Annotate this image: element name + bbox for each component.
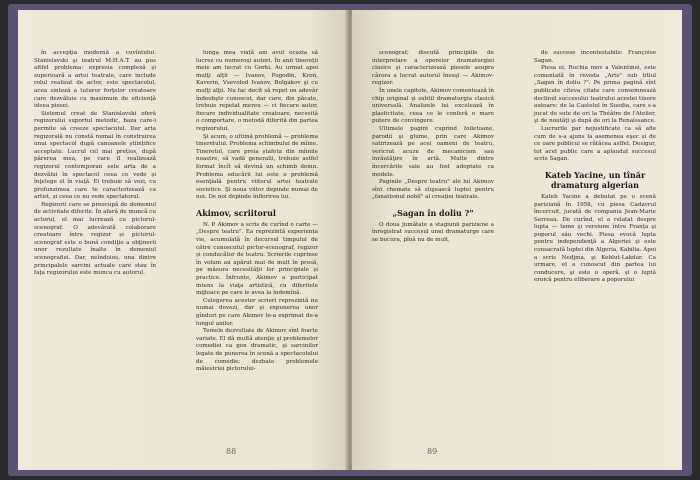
book-spread <box>8 4 692 476</box>
paragraph: Paginile „Despre teatru" ale lui Akimov sînt chemate să slujească luptei pentru „fanatismul nobil" al creaţiei teatrale. <box>372 179 494 201</box>
akimov-heading: Akimov, scriitorul <box>196 207 276 218</box>
left-column-1 <box>34 50 156 278</box>
paragraph: de succese incontestabile: Françoise Sagan. <box>534 50 656 64</box>
sagan-heading: „Sagan în doliu ?" <box>392 207 474 218</box>
page-number-right: 89 <box>427 447 438 456</box>
paragraph: în accepţia modernă a cuvîntului. Stanislavski şi teatrul M.H.A.T. au pus altfel problema: expresia complexă şi superioară a artei teatrale, care include rolul realizat de actor, este spectacolul, acea sinteză a tuturor forţelor creatoare care dezvăluie cu maximum de eficienţă ideea piesei. <box>34 50 156 110</box>
right-column-2 <box>534 50 656 285</box>
paragraph: Temele dezvoltate de Akimov sînt foarte variate. El dă multă atenţie şi problemelor comediei ca gen dramatic, şi sarcinilor legate de punerea în scenă a spectacolului de comedie; dezbate problemele măiestriei pictorului- <box>196 328 318 373</box>
paragraph: Sistemul creat de Stanislavski oferă regizorului suportul metodic, baza care-i permite să creeze spectacolul. Dar arta regizorală nu constă numai în construirea unui spectacol după canoanele științifice acceptate. Lucrul cel mai prețios, după părerea mea, pe care îl realizează regizorul contemporan este arta de a dezvălui în spectacol ceea ce vede și înţelege el în viaţă. El trebuie să vezi, cu profunzimea care te caracterizează ca artist, și ceea ce nu vede spectatorul. <box>34 110 156 201</box>
paragraph: scenograf; discută principiile de interpretare a operelor dramaturgiei clasice şi caracterizează piesele asupra cărora a lucrat autorul însuşi — Akimov-regizor. <box>372 50 494 87</box>
right-column-1 <box>372 50 494 245</box>
left-page <box>18 10 348 470</box>
paragraph: Şi acum, o ultimă problemă — problema tineretului. Problema schimbului de mîine. Tineretul, care preia ștafeta din mîinile noastre, să vadă generalii, trebuie astfel format încît să devină un schimb demn. Problema educării lui este o problemă esenţială pentru viitorul artei teatrale sovietice. Şi noua viitor depinde numai de noi. De noi depinde înflorirea lui. <box>196 133 318 201</box>
paragraph: O doua jumătate a stagiunii pariziene a înregistrat succesul unei dramaturge care se bucura, pînă nu de mult, <box>372 221 494 244</box>
paragraph: lunga mea viață am avut ocazia să lucrez cu numeroşi autori. În anii tinereţii mele am lucrat cu Gorki. Au urmat apoi mulţi alţii — Ivanov, Pogodin, Kron, Kaverin, Vsevolod Ivanov, Bulgakov şi cu mulţi alţii. Nu fac decît să repet un adevăr îndeobşte cunoscut, dar care, din păcate, trebuie repetat mereu — ci fiecare autor, fiecare individualitate creatoare, necesită o comportare, o metodă diferită din partea regizorului. <box>196 50 318 132</box>
paragraph: Regizorii care se preocupă de domeniul de activitate diferite. În afară de muncă cu actorul, el mai lucrează cu pictorul-scenograf. O adevărată colaborare creatoare între regizor și pictorul-scenograf este o bună condiţie a obţinerii unor rezultate înalte în domeniul scenografiei. Dar, neîndoios, una dintre principalele sarcini actuale care stau în faţa regizorului este munca cu autorul. <box>34 201 156 277</box>
right-page <box>352 10 682 470</box>
paragraph: În unele capitole, Akimov comentează în chip original și subtil dramaturgia clasică universală. Analizele lui excelează în plasticitate, ceea ce le conferă o mare putere de convingere. <box>372 87 494 125</box>
page-number-left: 88 <box>226 447 237 456</box>
paragraph: Lucrurile par nejustificate ca să afle cum de s-a ajuns la asemenea eşec și de ce oare publicul se rătăcea astfel. Desigur, tot acel public care a aplaudat succesul scrie Sagan. <box>534 125 656 163</box>
left-column-2 <box>196 50 318 374</box>
kateb-heading: Kateb Yacine, un tînăr dramaturg algerian <box>544 169 646 190</box>
paragraph: Ultimele pagini cuprind foiletoane, parodii şi glume, prin care Akimov satirizează pe acei oameni de teatru, vericrat acuze de mecanicism sau înrăutăţire în artă. Multe dintre încercările sale au fost adoptate ca modele. <box>372 125 494 178</box>
paragraph: Kateb Yacine a debutat pe o scenă pariziană în 1958, cu piesa Cadavrul încercuit, jucată de compania Jean-Marie Serreau. De curînd, el a relatat despre lupta — teme şi versiune între Franţa şi poporul său vechi. Piesa evocă lupta pentru independenţă a Algeriei şi este consacrată luptei din Algeria, Kabilia. Apoi a scris Nedjma, şi Keblut-Lakdar. Ca urmare, el a cunoscut din partea lui conducere, şi este o operă, şi o luptă eroică pentru eliberare a poporului <box>534 193 656 284</box>
paragraph: N. P. Akimov a scris de curînd o carte — „Despre teatru". Ea reprezintă experiența vie, acumulată în decursul timpului de către cunoscutul pictor-scenograf, regizor și conducător de teatru. Scrierile cuprinse în volum au apărut mai de mult în presă, pe măsura necesităţii lor principiale și practice. Înfrunte, Akimov a participat intens la viaţa artistică, cu diferitele mijloace pe care le avea la îndemînă. <box>196 221 318 297</box>
paragraph: Culegerea acestor scrieri reprezintă nu numai dovezi, dar şi expunerea unor gînduri pe care Akimov le-a exprimat de-a lungul anilor. <box>196 297 318 327</box>
paragraph: Piesa ei, Rochia mov a Valentinei, este comentată în revista „Arts" sub titlul „Sagan în doliu ?". Pe prima pagină sînt publicate cîteva citate care consemnează declinul succesului teatrului acestei tinere autoare: de la Castelul în Suedia, care s-a jucat de sute de ori la Théâtre de l'Atelier, şi de noutăţi şi după de ori la Renaissance. <box>534 65 656 125</box>
